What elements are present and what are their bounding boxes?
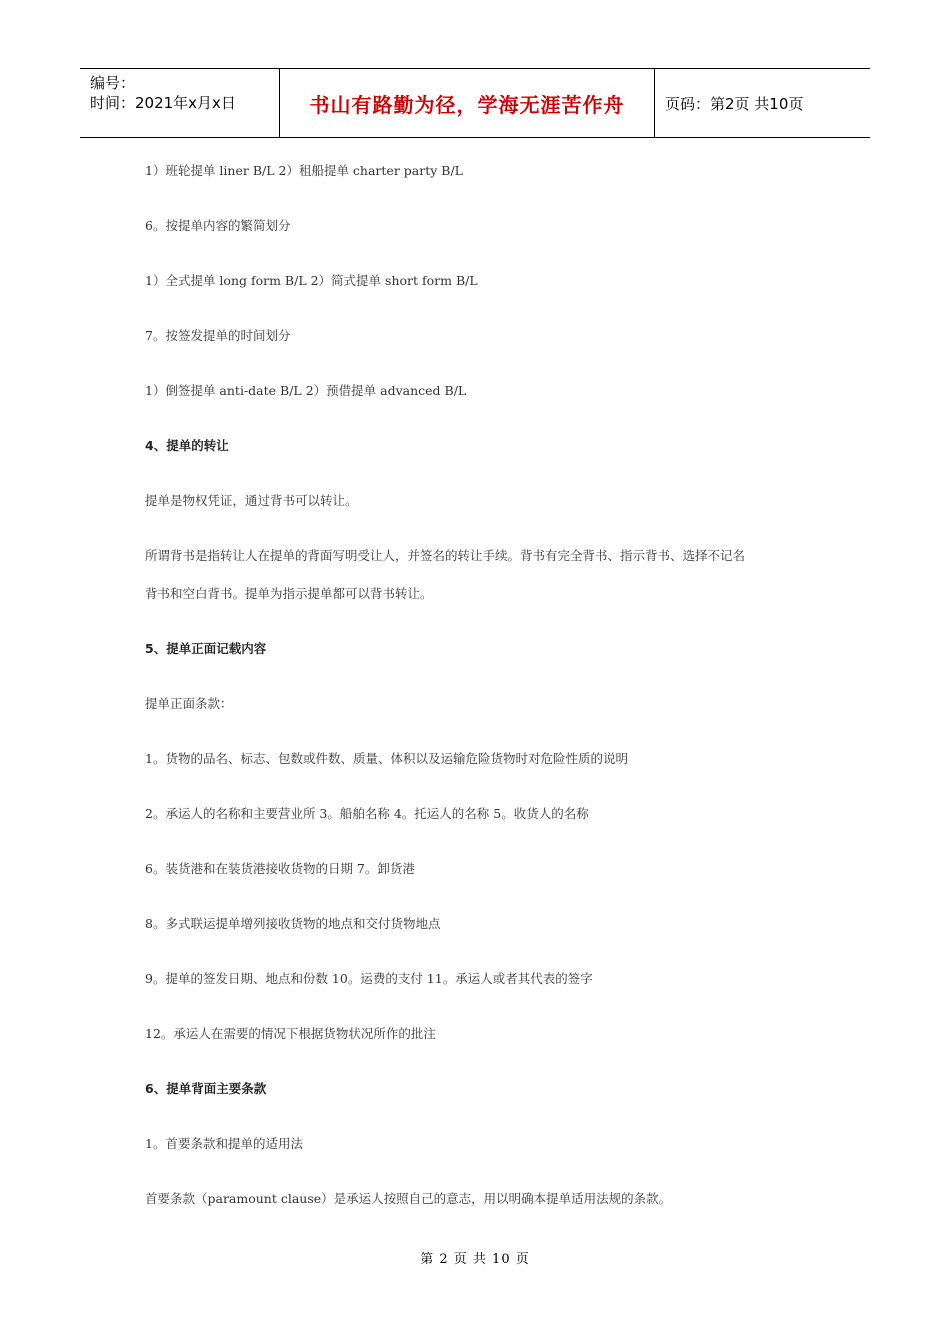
paragraph-line: 所谓背书是指转让人在提单的背面写明受让人，并签名的转让手续。背书有完全背书、指示背书、选择不记名 (145, 548, 746, 563)
page-header (80, 68, 870, 138)
paragraph-line: 7。按签发提单的时间划分 (145, 328, 291, 343)
paragraph-line: 8。多式联运提单增列接收货物的地点和交付货物地点 (145, 916, 441, 931)
section-heading: 5、提单正面记载内容 (145, 641, 267, 656)
paragraph-line: 12。承运人在需要的情况下根据货物状况所作的批注 (145, 1026, 436, 1041)
paragraph-line: 提单是物权凭证，通过背书可以转让。 (145, 493, 358, 508)
paragraph-line: 1）倒签提单 anti-date B/L 2）预借提单 advanced B/L (145, 383, 467, 398)
header-motto: 书山有路勤为径，学海无涯苦作舟 (280, 69, 655, 137)
paragraph-line: 提单正面条款： (145, 696, 233, 711)
section-heading: 6、提单背面主要条款 (145, 1081, 267, 1096)
paragraph-line: 1。首要条款和提单的适用法 (145, 1136, 303, 1151)
paragraph-line: 1）班轮提单 liner B/L 2）租船提单 charter party B/L (145, 163, 463, 178)
paragraph-line: 首要条款（paramount clause）是承运人按照自己的意志，用以明确本提单适用法规的条款。 (145, 1191, 672, 1206)
paragraph-line: 6。按提单内容的繁简划分 (145, 218, 291, 233)
paragraph-line: 9。提单的签发日期、地点和份数 10。运费的支付 11。承运人或者其代表的签字 (145, 971, 593, 986)
page-footer: 第 2 页 共 10 页 (420, 1252, 530, 1267)
header-page-info: 页码：第2页 共10页 (665, 94, 804, 113)
document-number-label: 编号： (90, 74, 136, 92)
paragraph-line: 1）全式提单 long form B/L 2）简式提单 short form B/L (145, 273, 478, 288)
paragraph-line: 2。承运人的名称和主要营业所 3。船舶名称 4。托运人的名称 5。收货人的名称 (145, 806, 589, 821)
section-heading: 4、提单的转让 (145, 438, 229, 453)
header-meta (80, 69, 280, 137)
document-time-label: 时间：2021年x月x日 (90, 94, 236, 112)
paragraph-line: 1。货物的品名、标志、包数或件数、质量、体积以及运输危险货物时对危险性质的说明 (145, 751, 628, 766)
paragraph-line: 6。装货港和在装货港接收货物的日期 7。卸货港 (145, 861, 415, 876)
paragraph-line: 背书和空白背书。提单为指示提单都可以背书转让。 (145, 586, 433, 601)
